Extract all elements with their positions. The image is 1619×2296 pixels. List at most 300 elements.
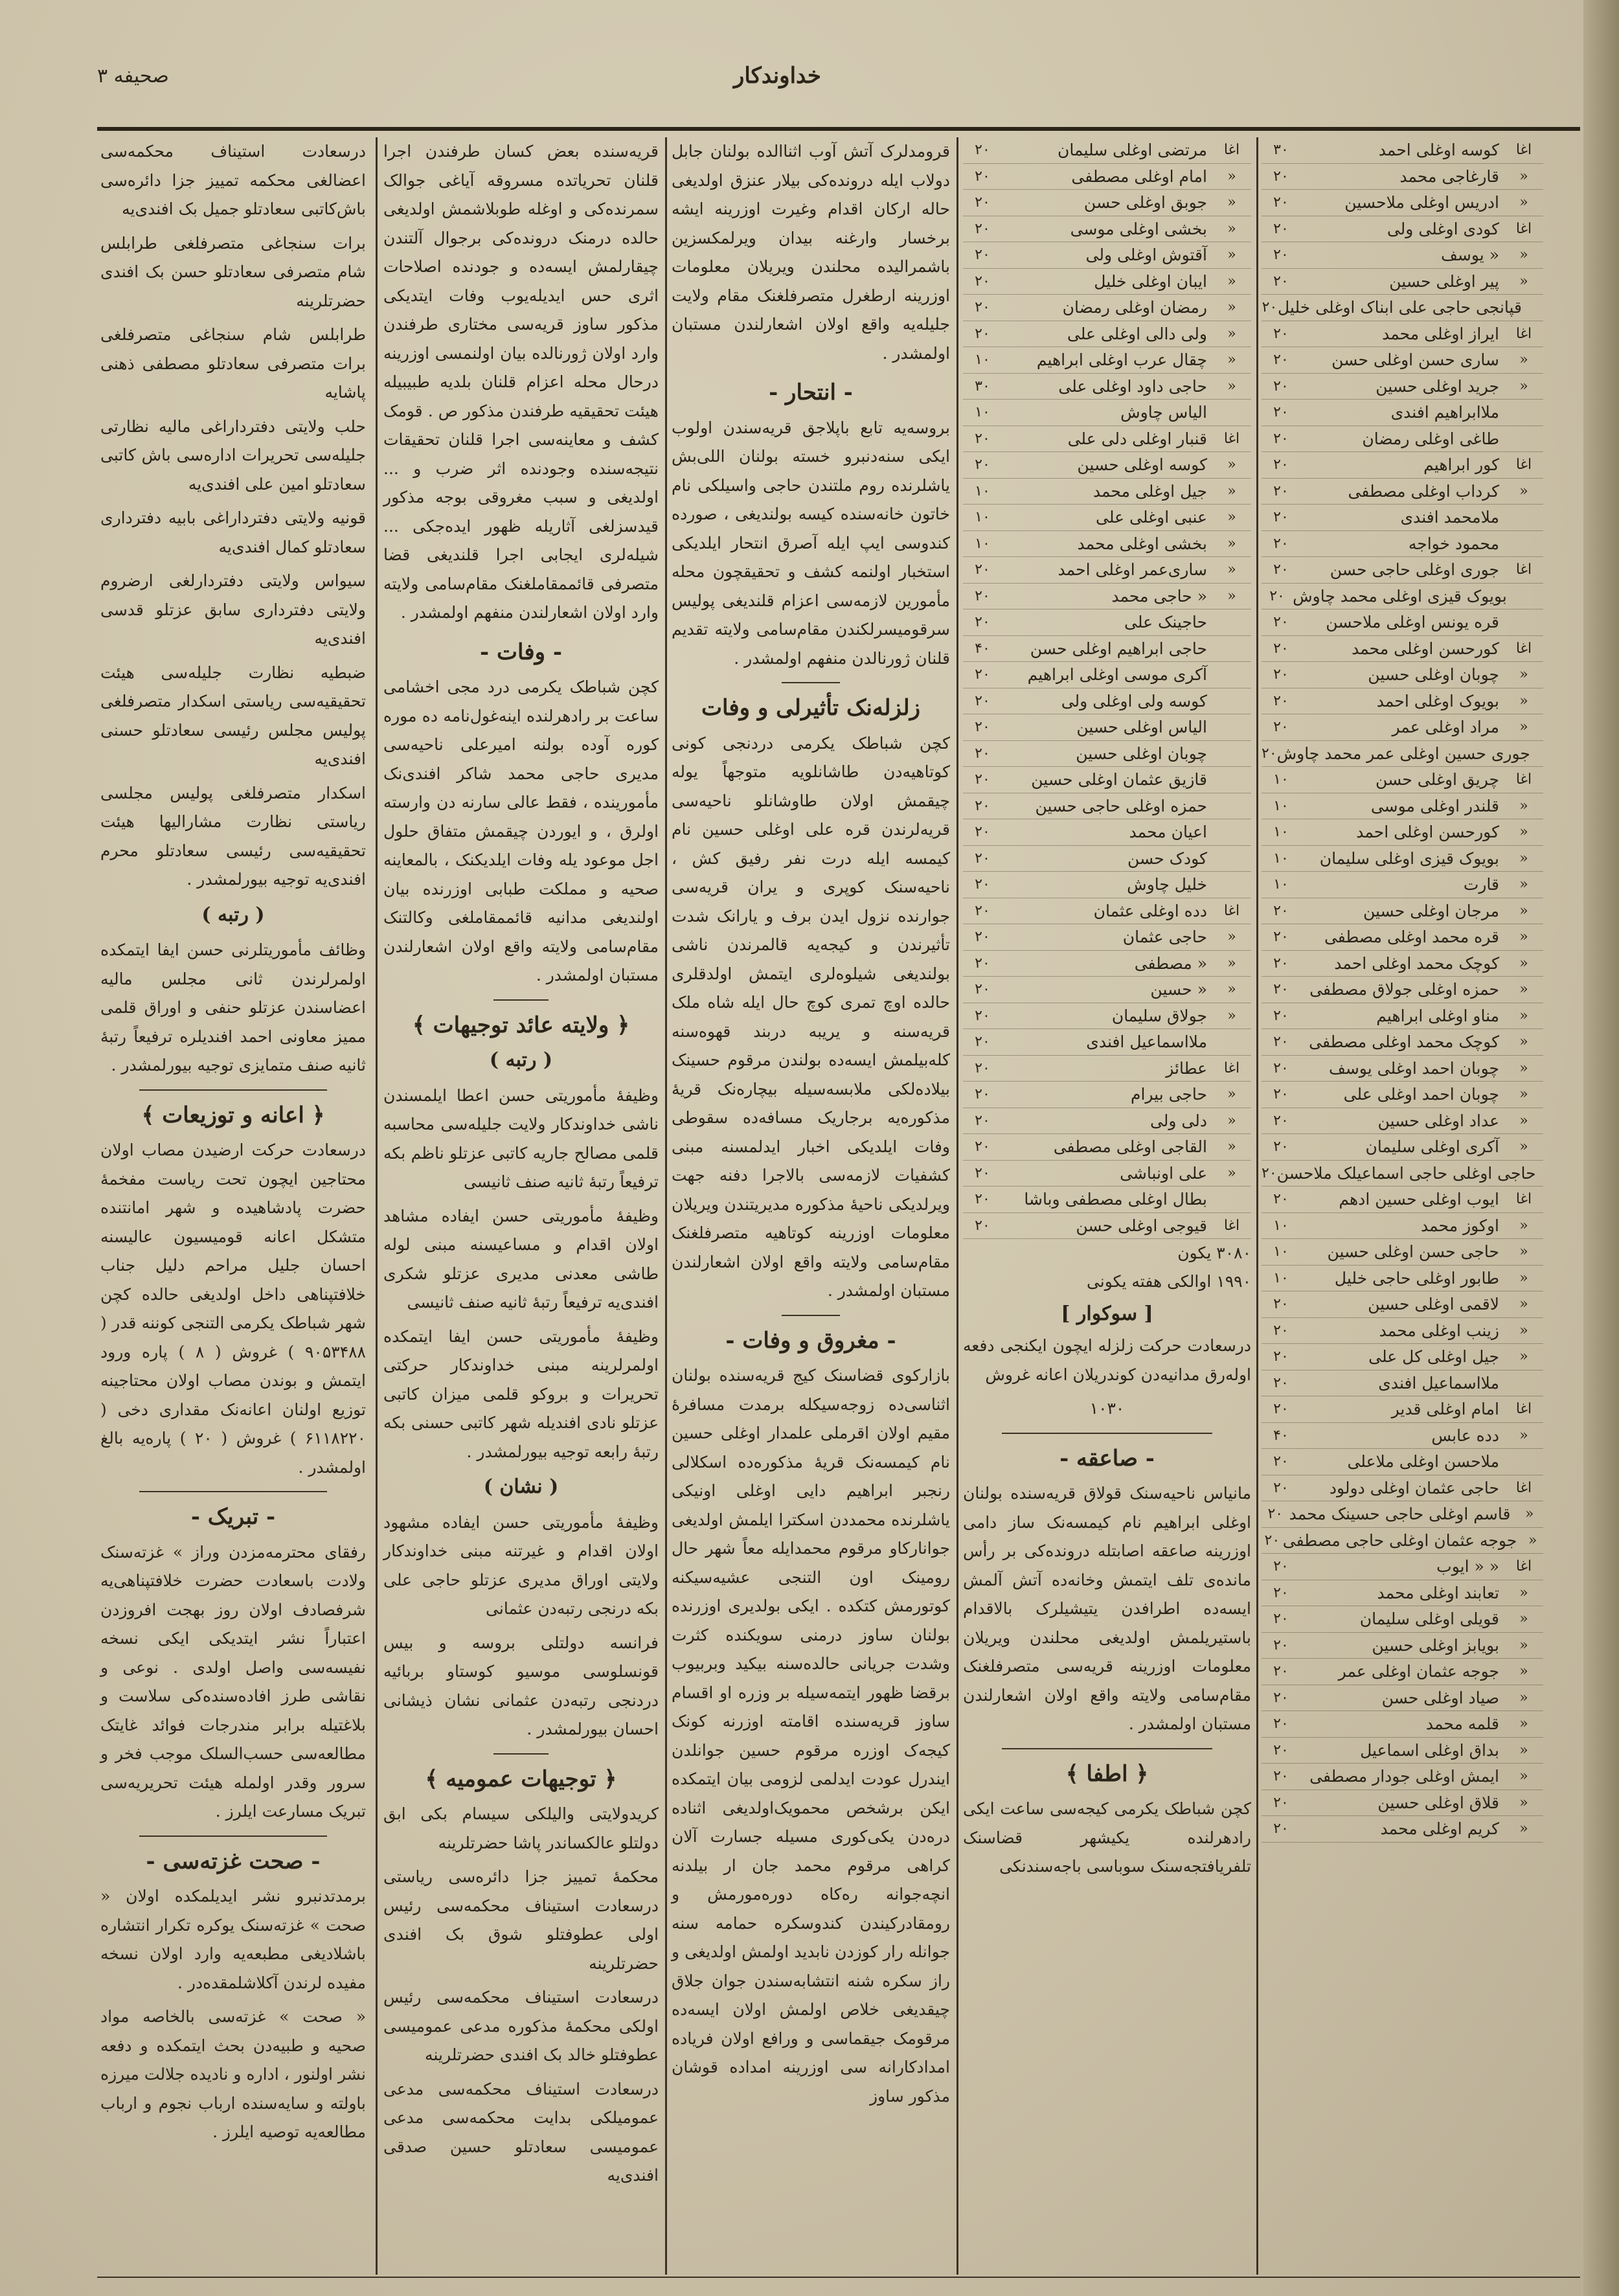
title-tag: « bbox=[1519, 483, 1528, 499]
list-item bbox=[1262, 400, 1543, 426]
title-tag: « bbox=[1227, 929, 1236, 946]
column-2 bbox=[383, 137, 659, 2268]
list-item bbox=[1262, 242, 1543, 269]
title-tag: « bbox=[1227, 378, 1236, 394]
amount: ۲۰ bbox=[975, 902, 990, 919]
list-item bbox=[1262, 374, 1543, 400]
divider bbox=[139, 1836, 327, 1837]
umumiye-text-4: درسعادت استیناف محکمه‌سی مدعی عمومیلکی بدایت محکمه‌سی مدعی عمومیسی سعادتلو حسین صدقی افندی‌یه bbox=[383, 2079, 659, 2185]
amount: ۲۰ bbox=[1269, 587, 1285, 604]
amount: ۲۰ bbox=[975, 1086, 990, 1103]
amount: ۲۰ bbox=[1273, 273, 1289, 290]
donor-name: مراد اوغلی عمر bbox=[1392, 718, 1499, 737]
maghruq-text: بازارکوی قضاسنک کیج قریه‌سنده بولنان اثناسی‌ده زوجه‌سیکله برمدت مسافرهٔ مقیم اولان اقرملی علمدار اوغلی حسین نام کیمسه‌نک قریهٔ مذکوره‌ده اسکلالی رنجبر ابراهیم دایی اوغلی اونیکی یاشلرنده محمددن اسکترا ایلمش اولدیغی جوانارکاو مرقوم محمدایله معاً شهر حال رومینک اون التنجی عشیه‌سیکنه کوتورمش کتکده . ایکی بولدیری اوزرنده بولنان ساوز درمنی سویکنده کثرت وشدت جریانی حالده‌سنه بیکید وبربیوب برقضا ظهور ایتمه‌سیله بر وزره او اقسام ساوز قریه‌سنده اقامته اوزرنه کونک کیجه‌ک اوزره مرقوم حسین جوانلدن ایندرل عودت ایدلمی لزومی بیان ایتمکده ایکن برشخص محمویک‌اولدیغی اثناده دره‌دن یکی‌کوری مسیله جسارت آلان کراهی مرقوم محمد جان ار بیلدنه انچه‌جوانه ره‌کاه دوره‌مورمش و رومقادرکیندن کندوسکره حمامه سنه جوانله رار کوزدن نابدید اولمش اولدیغی و راز سکره شنه انتشابه‌سندن جوان جلاق چیقدیغی خلاص اولمش اولان ایسه‌ده مرقومک جیقماسی و ورافع اولان فریاده امدادکارانه سی اوزرینه امداده قوشان مذکور ساوز bbox=[672, 1366, 950, 2106]
list-item bbox=[1262, 1029, 1543, 1056]
amount: ۲۰ bbox=[1273, 1794, 1289, 1811]
page-number: صحیفه ۳ bbox=[97, 64, 169, 87]
list-item bbox=[963, 688, 1251, 715]
title-tag: اغا bbox=[1223, 1217, 1240, 1234]
title-tag: « bbox=[1227, 299, 1236, 316]
list-item bbox=[963, 531, 1251, 558]
amount: ۲۰ bbox=[975, 876, 990, 893]
list-item bbox=[1262, 1161, 1543, 1187]
amount: ۲۰ bbox=[1273, 902, 1289, 919]
donor-name: الیاس چاوش bbox=[1120, 403, 1207, 422]
amount: ۲۰ bbox=[1273, 719, 1289, 736]
title-tag: اغا bbox=[1515, 220, 1532, 237]
list-item bbox=[963, 1029, 1251, 1056]
title-tag: « bbox=[1519, 1296, 1528, 1313]
amount: ۲۰ bbox=[975, 562, 990, 578]
title-tag: « bbox=[1519, 850, 1528, 867]
donor-name: چوبان احمد اوغلی علی bbox=[1343, 1085, 1499, 1104]
donor-name: کور ابراهیم bbox=[1423, 455, 1499, 475]
itfa-text: کچن شباطک یکرمی کیجه‌سی ساعت ایکی رادهرلنده یکیشهر قضاسنک تلفریافتجه‌سنک سوباسی باجه‌سندنکی bbox=[963, 1799, 1251, 1876]
sum-value: ۱۰۳۰ bbox=[1089, 1399, 1125, 1418]
list-item bbox=[963, 951, 1251, 977]
amount: ۲۰ bbox=[975, 719, 990, 736]
list-item bbox=[963, 479, 1251, 505]
amount: ۲۰ bbox=[1273, 378, 1289, 394]
amount: ۲۰ bbox=[1273, 509, 1289, 526]
amount: ۳۰ bbox=[975, 378, 990, 394]
list-item bbox=[963, 609, 1251, 636]
list-item bbox=[1262, 846, 1543, 872]
list-item bbox=[963, 1108, 1251, 1135]
nishan-text-2: فرانسه دولتلی بروسه و بیس قونسلوسی موسیو کوستاو بربائیه دردنجی رتبه‌دن عثمانی نشان ذیشانی احسان بیورلمشدر . bbox=[383, 1633, 659, 1738]
donor-name: کورحسن اوغلی محمد bbox=[1352, 639, 1499, 658]
amount: ۲۰ bbox=[975, 168, 990, 185]
amount: ۱۰ bbox=[975, 352, 990, 369]
amount: ۲۰ bbox=[1273, 247, 1289, 264]
amount: ۲۰ bbox=[975, 299, 990, 316]
list-item bbox=[1262, 662, 1543, 688]
donor-name: جیل اوغلی محمد bbox=[1093, 481, 1207, 501]
list-item bbox=[963, 295, 1251, 321]
title-tag: اغا bbox=[1515, 640, 1532, 657]
donor-name: ملاحسن اوغلی ملاعلی bbox=[1347, 1452, 1499, 1472]
amount: ۲۰ bbox=[1273, 457, 1289, 473]
list-item bbox=[1262, 1344, 1543, 1370]
list-item bbox=[963, 557, 1251, 584]
appointment-paragraph: برات سنجاغی متصرفلغی طرابلس شام متصرفی سعادتلو حسن بک افندی حضرتلرینه bbox=[100, 233, 366, 310]
list-item bbox=[1262, 216, 1543, 243]
list-item bbox=[1262, 741, 1543, 767]
title-tag: اغا bbox=[1515, 771, 1532, 788]
title-tag: « bbox=[1519, 902, 1528, 919]
list-item bbox=[963, 741, 1251, 767]
list-item bbox=[963, 1187, 1251, 1213]
list-item bbox=[1262, 1580, 1543, 1607]
list-item bbox=[1262, 347, 1543, 374]
amount: ۲۰ bbox=[1273, 692, 1289, 709]
column-1 bbox=[100, 137, 366, 2268]
amount: ۲۰ bbox=[975, 929, 990, 946]
amount: ۲۰ bbox=[1273, 1007, 1289, 1024]
amount: ۲۰ bbox=[975, 430, 990, 447]
title-tag: « bbox=[1519, 273, 1528, 290]
total-sum: ۳۰۸۰ یکون bbox=[1177, 1244, 1251, 1262]
amount: ۲۰ bbox=[1273, 1558, 1289, 1575]
rutbe-heading: ( رتبه ) bbox=[201, 903, 265, 926]
donor-name: حاجی عثمان اوغلی دولود bbox=[1329, 1478, 1499, 1497]
amount: ۲۰ bbox=[975, 981, 990, 998]
title-tag: « bbox=[1227, 1086, 1236, 1103]
amount: ۲۰ bbox=[1273, 1663, 1289, 1680]
title-tag: اغا bbox=[1515, 1191, 1532, 1208]
donor-name: چوبان اوغلی حسین bbox=[1368, 665, 1499, 685]
donor-name: چوبان احمد اوغلی یوسف bbox=[1328, 1058, 1499, 1078]
divider bbox=[1002, 1748, 1212, 1749]
list-item bbox=[963, 1082, 1251, 1108]
list-item bbox=[1262, 452, 1543, 479]
donor-name: امام اوغلی مصطفی bbox=[1071, 166, 1207, 186]
sum-label: [ سوکوار ] bbox=[1061, 1302, 1153, 1325]
title-tag: « bbox=[1519, 1427, 1528, 1444]
donor-name: کوسه اوغلی احمد bbox=[1378, 141, 1499, 160]
donor-name: علی اونباشی bbox=[1120, 1163, 1207, 1183]
amount: ۱۰ bbox=[1273, 797, 1289, 814]
title-tag: « bbox=[1519, 1269, 1528, 1286]
title-tag: اغا bbox=[1223, 142, 1240, 159]
donor-name: عداد اوغلی حسین bbox=[1377, 1111, 1499, 1130]
donor-name: کریم اوغلی محمد bbox=[1380, 1819, 1499, 1839]
donor-name: صیاد اوغلی حسن bbox=[1381, 1688, 1499, 1707]
list-item bbox=[1262, 1816, 1543, 1843]
amount: ۱۰ bbox=[1273, 1269, 1289, 1286]
appointment-paragraph: اسکدار متصرفلغی پولیس مجلسی ریاستی نظارت مشارالیها هیئت تحقیقیه‌سی رئیسی سعادتلو محرم افندی‌یه توجیه بیورلمشدر . bbox=[100, 783, 366, 889]
title-tag: « bbox=[1519, 797, 1528, 814]
donor-name: جرید اوغلی حسین bbox=[1376, 376, 1499, 396]
title-tag: « bbox=[1519, 1689, 1528, 1706]
amount: ۲۰ bbox=[975, 955, 990, 972]
amount: ۲۰ bbox=[1273, 535, 1289, 552]
amount: ۲۰ bbox=[1273, 430, 1289, 447]
donor-name: ساری حسن اوغلی حسن bbox=[1331, 350, 1499, 370]
list-item bbox=[1262, 1738, 1543, 1764]
donor-name: ساری‌عمر اوغلی احمد bbox=[1058, 560, 1207, 580]
donor-name: ملامحمد افندی bbox=[1400, 508, 1499, 527]
donor-name: حمزه اوغلی حاجی حسین bbox=[1035, 796, 1207, 815]
amount: ۲۰ bbox=[1273, 955, 1289, 972]
amount: ۲۰ bbox=[1273, 1191, 1289, 1208]
list-item bbox=[1262, 872, 1543, 898]
amount: ۲۰ bbox=[1262, 745, 1277, 762]
title-tag: اغا bbox=[1223, 430, 1240, 447]
list-item bbox=[1262, 1633, 1543, 1659]
list-item bbox=[1262, 977, 1543, 1003]
donor-name: ایبان اوغلی خلیل bbox=[1094, 271, 1207, 291]
donor-name: زینب اوغلی محمد bbox=[1379, 1321, 1499, 1340]
amount: ۲۰ bbox=[1273, 168, 1289, 185]
divider bbox=[782, 682, 840, 683]
amount: ۲۰ bbox=[1273, 1112, 1289, 1129]
list-item bbox=[963, 1161, 1251, 1187]
list-item bbox=[1262, 1239, 1543, 1266]
amount: ۲۰ bbox=[975, 1007, 990, 1024]
title-tag: « bbox=[1519, 168, 1528, 185]
title-tag: اغا bbox=[1223, 1060, 1240, 1076]
donor-name: عنبی اوغلی علی bbox=[1096, 508, 1207, 527]
donor-name: جولاق سلیمان bbox=[1111, 1006, 1207, 1025]
list-item bbox=[1262, 767, 1543, 793]
donor-name: ملااسماعیل افندی bbox=[1086, 1032, 1207, 1052]
divider bbox=[493, 1753, 549, 1755]
donor-list-b bbox=[1262, 137, 1543, 1843]
title-tag: « bbox=[1227, 1007, 1236, 1024]
amount: ۲۰ bbox=[975, 745, 990, 762]
donor-name: القاجی اوغلی مصطفی bbox=[1053, 1137, 1207, 1157]
title-tag: « bbox=[1519, 1611, 1528, 1628]
amount: ۲۰ bbox=[1273, 1611, 1289, 1628]
amount: ۲۰ bbox=[1264, 1532, 1280, 1549]
donor-name: محمود خواجه bbox=[1408, 534, 1499, 553]
title-tag: « bbox=[1519, 1322, 1528, 1339]
list-item bbox=[1262, 793, 1543, 820]
list-item bbox=[1262, 1266, 1543, 1292]
list-item bbox=[963, 898, 1251, 925]
donor-name: قنبار اوغلی دلی علی bbox=[1067, 429, 1207, 448]
amount: ۳۰ bbox=[1273, 142, 1289, 159]
list-item bbox=[963, 400, 1251, 426]
list-item bbox=[1262, 1318, 1543, 1345]
donor-name: قارغاجی محمد bbox=[1399, 166, 1499, 186]
donor-name: کورحسن اوغلی احمد bbox=[1356, 823, 1499, 842]
donor-name: قارت bbox=[1463, 875, 1499, 894]
sihhat-text-2: « صحت » غزته‌سی بالخاصه مواد صحیه و طبیه‌دن بحث ایتمکده و دفعه نشر اولنور ، اداره و نادیده جلالت میرزه باولته و سایه‌سنده ارباب نجوم و ارباب مطالعه‌یه توصیه ایلرز . bbox=[100, 2007, 366, 2141]
donor-name: بویوک قیزی اوغلی محمد چاوش bbox=[1293, 586, 1507, 606]
list-item bbox=[963, 269, 1251, 295]
amount: ۲۰ bbox=[1273, 1139, 1289, 1155]
appointment-paragraph: سیواس ولایتی دفتردارلغی ارضروم ولایتی دفترداری سابق عزتلو قدسی افندی‌یه bbox=[100, 571, 366, 648]
title-tag: « bbox=[1519, 1637, 1528, 1654]
donor-name: قلندر اوغلی موسی bbox=[1370, 796, 1499, 815]
amount: ۲۰ bbox=[975, 797, 990, 814]
list-item bbox=[1262, 479, 1543, 505]
previous-week-total: ۱۹۹۰ اوالکی هفته یکونی bbox=[1086, 1272, 1251, 1291]
sihhat-heading: - صحت غزته‌سی - bbox=[146, 1848, 321, 1874]
title-tag: « bbox=[1227, 509, 1236, 526]
footer-rule bbox=[97, 2277, 1580, 2278]
amount: ۲۰ bbox=[1273, 1374, 1289, 1391]
list-item bbox=[1262, 819, 1543, 846]
donor-name: حاجی بیرام bbox=[1130, 1085, 1207, 1104]
title-tag: « bbox=[1519, 1794, 1528, 1811]
donor-name: حمزه اوغلی جولاق مصطفی bbox=[1309, 980, 1499, 999]
donor-name: جوبق اوغلی حسن bbox=[1083, 193, 1207, 212]
list-item bbox=[963, 426, 1251, 453]
title-tag: « bbox=[1519, 378, 1528, 394]
donor-name: حاجی ابراهیم اوغلی حسن bbox=[1030, 639, 1207, 658]
amount: ۲۰ bbox=[975, 587, 990, 604]
donor-name: « یوسف bbox=[1441, 245, 1499, 265]
amount: ۲۰ bbox=[1273, 929, 1289, 946]
donor-name: قپانجی حاجی علی ابناک اوغلی خلیل bbox=[1277, 298, 1523, 317]
amount: ۱۰ bbox=[975, 404, 990, 421]
nishan-text: وظیفهٔ مأموریتی حسن ایفاده مشهود اولان اقدام و غیرتنه مبنی خداوندکار ولایتی اوراق مدیری عزتلو حاجی علی بکه درنجی رتبه‌دن عثمانی bbox=[383, 1512, 659, 1618]
donor-name: ایراز اوغلی محمد bbox=[1382, 324, 1499, 343]
amount: ۲۰ bbox=[1273, 1768, 1289, 1785]
list-item bbox=[1262, 1501, 1543, 1528]
list-item bbox=[963, 164, 1251, 190]
list-item bbox=[963, 662, 1251, 688]
title-tag: « bbox=[1227, 220, 1236, 237]
donor-name: چقال عرب اوغلی ابراهیم bbox=[1036, 350, 1207, 370]
sihhat-text: برمدتدنبرو نشر ایدیلمکده اولان « صحت » غزته‌سنک یوکره تکرار انتشاره باشلادیغی مطبعه‌یه وارد اولان نسخه مفیده لرندن آکلاشلمقده‌در . bbox=[100, 1887, 366, 1992]
amount: ۲۰ bbox=[1262, 1165, 1277, 1181]
title-tag: « bbox=[1227, 955, 1236, 972]
amount: ۲۰ bbox=[1273, 1479, 1289, 1496]
list-item bbox=[1262, 898, 1543, 925]
list-item bbox=[1262, 1187, 1543, 1213]
list-item bbox=[1262, 1003, 1543, 1030]
title-tag: اغا bbox=[1515, 142, 1532, 159]
donor-name: طابور اوغلی حاجی خلیل bbox=[1334, 1268, 1499, 1288]
vefat-text: کچن شباطک یکرمی درد مجی اخشامی ساعت بر رادهرلنده اینه‌غول‌نامه ده موره کوره آوده بولنه امیرعلی ناحیه‌سی مدیری حاجی محمد شاکر افندی‌نک مأمورینده ، فقط عالی سارنه دن وارسته اولرق ، و ایوردن چیقمش متفاق حلول اجل موعود یله وفات ایلدیکنک ، بالمعاینه صحیه و مملکت طبابی اوزرنده بیان اولندیغی مدانیه قائممقاملغی وکالتنک مقام‌سامی ولایته واقع اولان اشعارلندن مستبان اولمشدر . bbox=[383, 677, 659, 984]
donor-name: قره یونس اوغلی ملاحسن bbox=[1326, 613, 1499, 632]
amount: ۲۰ bbox=[1273, 1821, 1289, 1837]
title-tag: اغا bbox=[1515, 1558, 1532, 1575]
list-item bbox=[1262, 164, 1543, 190]
amount: ۲۰ bbox=[1273, 483, 1289, 499]
title-tag: « bbox=[1227, 981, 1236, 998]
list-item bbox=[1262, 269, 1543, 295]
list-item bbox=[963, 924, 1251, 951]
donor-name: آکری موسی اوغلی ابراهیم bbox=[1027, 665, 1207, 685]
list-item bbox=[963, 190, 1251, 216]
list-item bbox=[1262, 1790, 1543, 1817]
amount: ۲۰ bbox=[975, 614, 990, 631]
donor-name: حاجینک علی bbox=[1124, 613, 1207, 632]
binding-edge bbox=[1583, 0, 1619, 2296]
donor-name: چوبان اوغلی حسین bbox=[1076, 744, 1207, 763]
donor-name: قره محمد اوغلی مصطفی bbox=[1324, 927, 1499, 947]
list-item bbox=[1262, 1134, 1543, 1161]
list-item bbox=[1262, 1213, 1543, 1240]
amount: ۲۰ bbox=[975, 194, 990, 211]
divider bbox=[139, 1089, 327, 1091]
list-item bbox=[1262, 1082, 1543, 1108]
list-item bbox=[963, 321, 1251, 348]
list-item bbox=[963, 636, 1251, 663]
rutbe-text-3: وظیفهٔ مأموریتی حسن ایفا ایتمکده اولمرلرینه مبنی خداوندکار حرکتی تحریرات و بروکو قلمی میزان کاتبی عزتلو نادی افندیله شهر کاتبی حسنی بکه رتبهٔ رابعه توجیه بیورلمشدر . bbox=[383, 1326, 659, 1461]
title-tag: « bbox=[1519, 1348, 1528, 1365]
list-item bbox=[1262, 1423, 1543, 1449]
donor-name: پیر اوغلی حسین bbox=[1389, 271, 1499, 291]
amount: ۲۰ bbox=[1273, 220, 1289, 237]
title-tag: « bbox=[1227, 352, 1236, 369]
title-tag: « bbox=[1519, 981, 1528, 998]
column-3 bbox=[672, 137, 950, 2268]
list-item bbox=[1262, 714, 1543, 741]
title-tag: « bbox=[1519, 719, 1528, 736]
iane-heading: ﴿ اعانه و توزیعات ﴾ bbox=[141, 1102, 325, 1128]
list-item bbox=[1262, 1606, 1543, 1633]
amount: ۲۰ bbox=[1273, 1348, 1289, 1365]
list-item bbox=[1262, 1449, 1543, 1475]
title-tag: « bbox=[1519, 1034, 1528, 1051]
donor-name: کوسه اوغلی حسین bbox=[1077, 455, 1207, 475]
donor-name: جوجه عثمان اوغلی حاجی مصطفی bbox=[1282, 1530, 1517, 1550]
title-tag: اغا bbox=[1515, 1401, 1532, 1418]
amount: ۲۰ bbox=[1273, 1086, 1289, 1103]
donor-name: قیوجی اوغلی حسن bbox=[1076, 1216, 1207, 1235]
saika-text: مانیاس ناحیه‌سنک قولاق قریه‌سنده بولنان اوغلی ابراهیم نام کیمسه‌نک ساز دامی اوزرینه صاعقه اصابتله درونده‌کی بر رأس مانده‌ی تلف ایتمش وخانه‌ده آتش آلمش ایسه‌ده اطرافدن یتیشیلرک بالاقدام باستیریلمش اولدیغی محلندن ویریلان معلومات اوزرینه قریه‌سی متصرفلغنک مقام‌سامی ولایته واقع اولان اشعارلندن مستبان اولمشدر . bbox=[963, 1484, 1251, 1733]
donor-name: « حسین bbox=[1150, 980, 1207, 999]
title-tag: « bbox=[1519, 1716, 1528, 1733]
amount: ۲۰ bbox=[1273, 1742, 1289, 1758]
donor-name: چریق اوغلی حسن bbox=[1376, 770, 1499, 790]
donor-name: حاجی حسن اوغلی حسین bbox=[1327, 1242, 1499, 1262]
donor-name: عطائز bbox=[1166, 1058, 1207, 1078]
donor-name: « حاجی محمد bbox=[1111, 586, 1207, 606]
donor-name: کوچک محمد اوغلی احمد bbox=[1334, 953, 1499, 973]
title-tag: « bbox=[1519, 1217, 1528, 1234]
list-item bbox=[963, 137, 1251, 164]
amount: ۲۰ bbox=[975, 325, 990, 342]
title-tag: « bbox=[1519, 1139, 1528, 1155]
list-item bbox=[963, 714, 1251, 741]
appointment-paragraph: درسعادت استیناف محکمه‌سی اعضالغی محکمه تمییز جزا دائره‌سی باش‌کاتبی سعادتلو جمیل بک افندی‌یه bbox=[100, 142, 366, 218]
list-item bbox=[1262, 1396, 1543, 1423]
donor-name: بخشی اوغلی محمد bbox=[1077, 534, 1207, 553]
donor-name: الیاس اوغلی حسین bbox=[1076, 718, 1207, 737]
donor-name: دلی ولی bbox=[1149, 1111, 1207, 1130]
title-tag: « bbox=[1519, 1768, 1528, 1785]
vilayet-tevcihat-heading: ﴿ ولایته عائد توجیهات ﴾ bbox=[412, 1012, 630, 1038]
amount: ۲۰ bbox=[1273, 1034, 1289, 1051]
list-item bbox=[1262, 1056, 1543, 1082]
title-tag: « bbox=[1227, 1165, 1236, 1181]
title-tag: « bbox=[1519, 1007, 1528, 1024]
donor-name: خلیل چاوش bbox=[1127, 875, 1207, 894]
amount: ۱۰ bbox=[975, 483, 990, 499]
amount: ۲۰ bbox=[975, 1165, 990, 1181]
list-item bbox=[1262, 924, 1543, 951]
donor-name: قازیق عثمان اوغلی حسین bbox=[1031, 770, 1207, 790]
amount: ۱۰ bbox=[1273, 1217, 1289, 1234]
amount: ۲۰ bbox=[975, 666, 990, 683]
itfa-heading: ﴿ اطفا ﴾ bbox=[1065, 1760, 1149, 1787]
donor-name: تعابند اوغلی محمد bbox=[1377, 1583, 1499, 1602]
list-item bbox=[1262, 1475, 1543, 1502]
donor-name: کودی اوغلی ولی bbox=[1387, 219, 1499, 238]
list-item bbox=[1262, 1554, 1543, 1580]
donor-name: جوجه عثمان اوغلی عمر bbox=[1338, 1662, 1499, 1681]
tebrik-text: رفقای محترمه‌مزدن وراز » غزته‌سنک ولادت باسعادت حضرت خلافتپناهی‌یه شرفصادف اولان روز بهجت افروزدن اعتباراً نشر ایتدیکی ایکی نسخه نفیسه‌سی واصل اولدی . نوعی و نقاشی طرز افاده‌سنده‌کی سلاست و بلاغتیله برابر مندرجات فوائد غایتک مطالعه‌سی حسب‌السلک موجب فخر و سرور وقدر اولمله هیئت تحریریه‌سی تبریک مسارعت ایلرز . bbox=[100, 1542, 366, 1821]
title-tag: « bbox=[1227, 194, 1236, 211]
drowning-investigation-text: قریه‌سنده بعض کسان طرفندن اجرا قلنان تحریاتده مسروقه آیاغی جوالک سمرنده‌کی و اوغله طوبلاشمش اولدیغی حالده درمنک درونده‌کی برجوال آلتندن چیقارلمش ایسه‌ده و جودنده اصلاحات اثری حس ایدیله‌یوب وفات ایتدیکی مذکور ساوز قریه‌سی مختاری طرفندن وارد اولان ژورنالده بیان اولنمسی اوزرینه درحال محله اعزام قلنان بلدیه طبیبیله هیئت تحقیقیه طرفندن مذکور ص . قومک کشف و معاینه‌سی اجرا قلنان تحقیقات نتیجه‌سنده وجودنده اثر ضرب و ... اولدیغی و سبب مغروقی بوجه مذکور قیدسزلغی آثاریله ظهور ایده‌جکی ... شیله‌لری ایجابی اجرا قلندیغی قضا متصرفی قائممقاملغنک مقام‌سامی ولایته وارد اولان اشعارلندن منفهم اولمشدر . bbox=[383, 142, 659, 622]
list-item bbox=[963, 819, 1251, 846]
title-tag: « bbox=[1227, 535, 1236, 552]
donor-name: بویابز اوغلی حسین bbox=[1372, 1635, 1499, 1655]
amount: ۱۰ bbox=[1273, 850, 1289, 867]
list-item bbox=[1262, 137, 1543, 164]
amount: ۲۰ bbox=[1273, 404, 1289, 421]
title-tag: « bbox=[1227, 247, 1236, 264]
donor-name: ملاابراهیم افندی bbox=[1390, 403, 1499, 422]
amount: ۲۰ bbox=[1262, 299, 1278, 316]
list-item bbox=[963, 505, 1251, 531]
column-4 bbox=[963, 137, 1251, 2268]
iane-text: درسعادت حرکت ارضیدن مصاب اولان محتاجین ایچون تحت ریاست مفخمهٔ حضرت پادشاهیده و شهر امانتنده متشکل اعانه قومیسیون عالیسنه احسان جلیل مراحم دلیل جناب خلافتپناهی داخل اولدیغی حالده کچن شهر شباطک یکرمی التنجی کوننه قدر ( ۹۰۵۳۴۸۸ ) غروش ( ۸ ) پاره ورود ایتمش و بوندن مصاب اولان محتاجینه توزیع اولنان اعانه‌نک مقداری دخی ( ۶۱۱۸۲۲۰ ) غروش ( ۲۰ ) پاره‌یه بالغ اولمشدر . bbox=[100, 1141, 366, 1477]
donor-name: ولی دالی اوغلی علی bbox=[1067, 324, 1207, 343]
list-item bbox=[1262, 951, 1543, 977]
amount: ۲۰ bbox=[1273, 1637, 1289, 1654]
donor-list-a bbox=[963, 137, 1251, 1239]
donor-name: بخشی اوغلی موسی bbox=[1070, 219, 1207, 238]
amount: ۲۰ bbox=[975, 142, 990, 159]
